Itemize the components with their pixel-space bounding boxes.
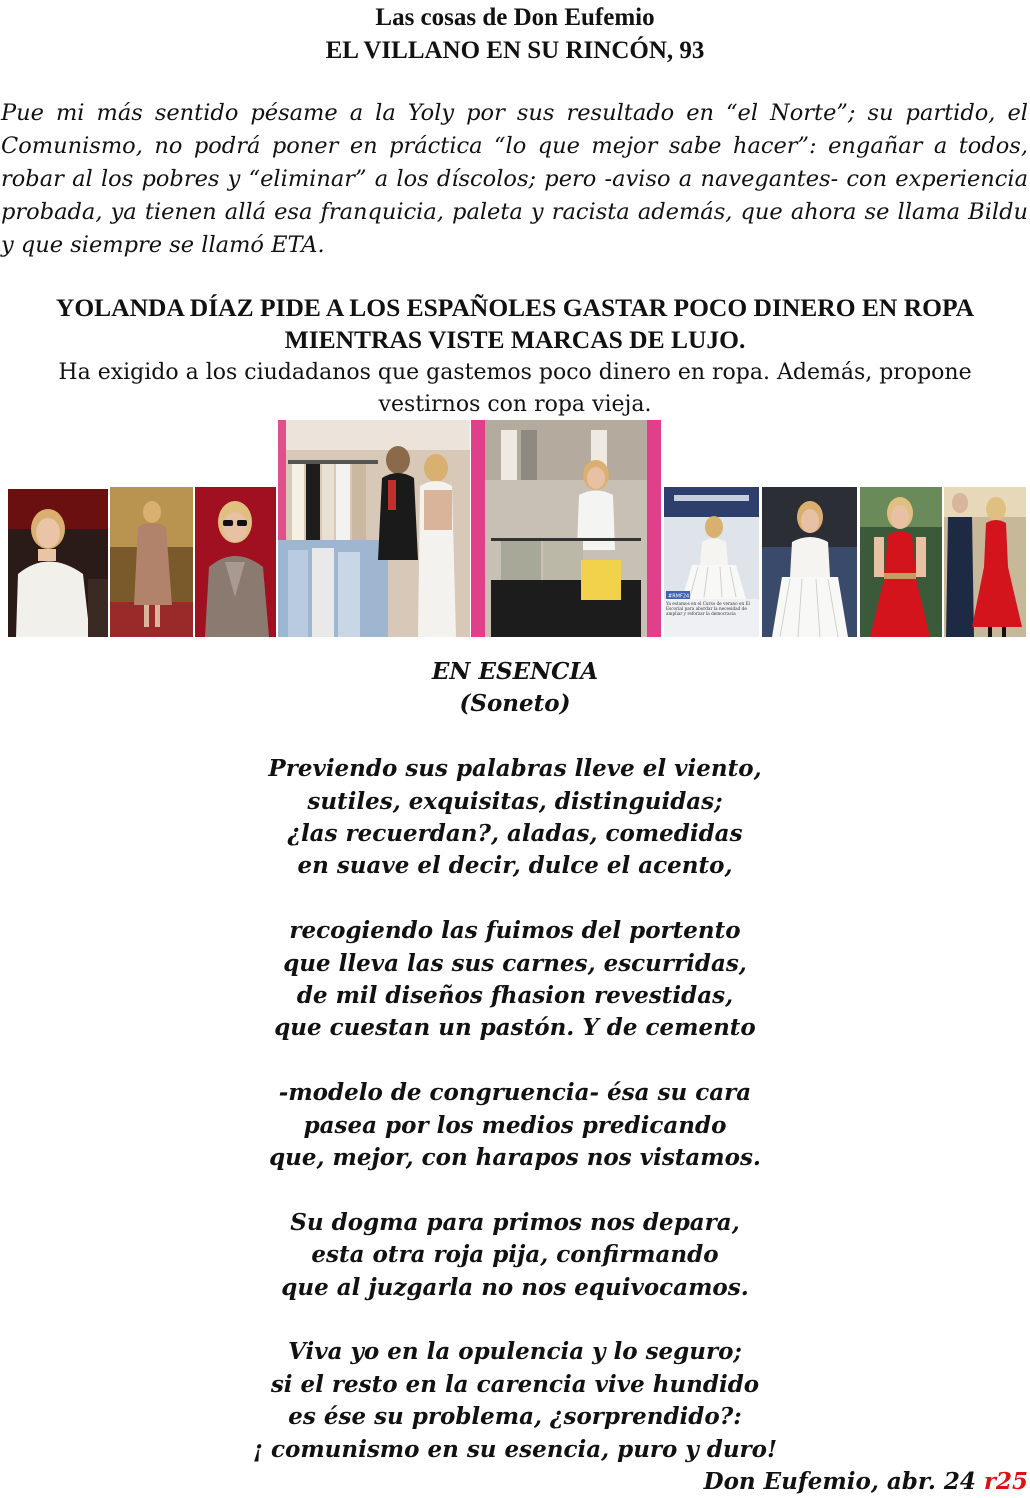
verse: que al juzgarla no nos equivocamos. (281, 1273, 749, 1301)
subtitle-line-2: vestirnos con ropa vieja. (378, 392, 652, 417)
stanza-1 (0, 753, 1030, 883)
verse: que, mejor, con harapos nos vistamos. (269, 1144, 761, 1172)
photo-clothing-store-image (278, 420, 470, 637)
photo-white-dress-seated (8, 489, 108, 637)
verse: Su dogma para primos nos depara, (290, 1208, 740, 1236)
headline-line-1: YOLANDA DÍAZ PIDE A LOS ESPAÑOLES GASTAR POCO DINERO EN ROPA (55, 293, 975, 322)
photo-white-dress-seated-image (8, 489, 108, 637)
verse: esta otra roja pija, confirmando (311, 1241, 719, 1269)
verse: sutiles, exquisitas, distinguidas; (307, 787, 723, 815)
verse: de mil diseños fhasion revestidas, (296, 982, 734, 1010)
verse: ¿las recuerdan?, aladas, comedidas (287, 820, 743, 848)
verse: recogiendo las fuimos del portento (289, 917, 741, 945)
poem-subtitle: (Soneto) (459, 690, 571, 718)
photo-browsing-rack (471, 420, 661, 637)
photo-red-dress-palace-image (944, 487, 1026, 637)
stanza-4 (0, 1207, 1030, 1304)
verse: que cuestan un pastón. Y de cemento (274, 1014, 756, 1042)
photo-white-dress-chairs-image (762, 487, 857, 637)
author-signature (704, 1466, 1028, 1498)
verse: que lleva las sus carnes, escurridas, (283, 949, 747, 977)
subtitle-line-1: Ha exigido a los ciudadanos que gastemos poco dinero en ropa. Además, propone (58, 360, 972, 385)
stanza-2 (0, 915, 1030, 1045)
headline-line-2: MIENTRAS VISTE MARCAS DE LUJO. (284, 325, 746, 354)
series-title: Las cosas de Don Eufemio (375, 4, 655, 31)
verse: pasea por los medios predicando (303, 1111, 727, 1139)
photo-white-skirt-conference-image (664, 487, 759, 637)
photo-red-dress-palace (944, 487, 1026, 637)
photo-white-dress-chairs (762, 487, 857, 637)
photo-sunglasses-satin (195, 487, 276, 637)
verse: es ése su problema, ¿sorprendido?: (288, 1403, 742, 1431)
verse: -modelo de congruencia- ésa su cara (278, 1079, 752, 1107)
news-headline (0, 292, 1030, 356)
stanza-3 (0, 1077, 1030, 1174)
revision-label: r25 (983, 1468, 1028, 1495)
photo-gold-room-dress (110, 487, 193, 637)
verse: en suave el decir, dulce el acento, (297, 852, 733, 880)
issue-title: EL VILLANO EN SU RINCÓN, 93 (325, 37, 705, 64)
photo-clothing-store (278, 420, 470, 637)
photo-browsing-rack-image (471, 420, 661, 637)
news-subtitle (0, 357, 1030, 421)
photo-red-halter-dress-image (860, 487, 942, 637)
verse: Viva yo en la opulencia y lo seguro; (288, 1338, 742, 1366)
photo-tag-text: #RMF24 (668, 593, 690, 600)
verse: ¡ comunismo en su esencia, puro y duro! (252, 1435, 778, 1463)
photo-gold-room-dress-image (110, 487, 193, 637)
photo-caption-text: Ya estamos en el Curso de verano en El Escorial para abordar la necesidad de ampliar y reforzar la democracia (666, 601, 750, 616)
photo-red-halter-dress (860, 487, 942, 637)
verse: Previendo sus palabras lleve el viento, (268, 755, 762, 783)
photo-white-skirt-conference (664, 487, 759, 637)
verse: si el resto en la carencia vive hundido (270, 1370, 760, 1398)
stanza-5 (0, 1336, 1030, 1466)
photo-collage (0, 420, 1030, 640)
signature-text: Don Eufemio, abr. 24 (703, 1468, 984, 1495)
poem-title: EN ESENCIA (431, 658, 599, 685)
photo-sunglasses-satin-image (195, 487, 276, 637)
sonnet (0, 656, 1030, 1466)
intro-paragraph: Pue mi más sentido pésame a la Yoly por sus resultado en “el Norte”; su partido, el Comunismo, no podrá poner en práctica “lo que mejor sabe hacer”: engañar a todos, robar al los pobres y “eliminar” a los díscolos; pero -aviso a navegantes- con experiencia probada, ya tienen allá esa franquicia, paleta y racista además, que ahora se llama Bildu y que siempre se llamó ETA. (1, 100, 1028, 258)
document-header (0, 0, 1030, 67)
